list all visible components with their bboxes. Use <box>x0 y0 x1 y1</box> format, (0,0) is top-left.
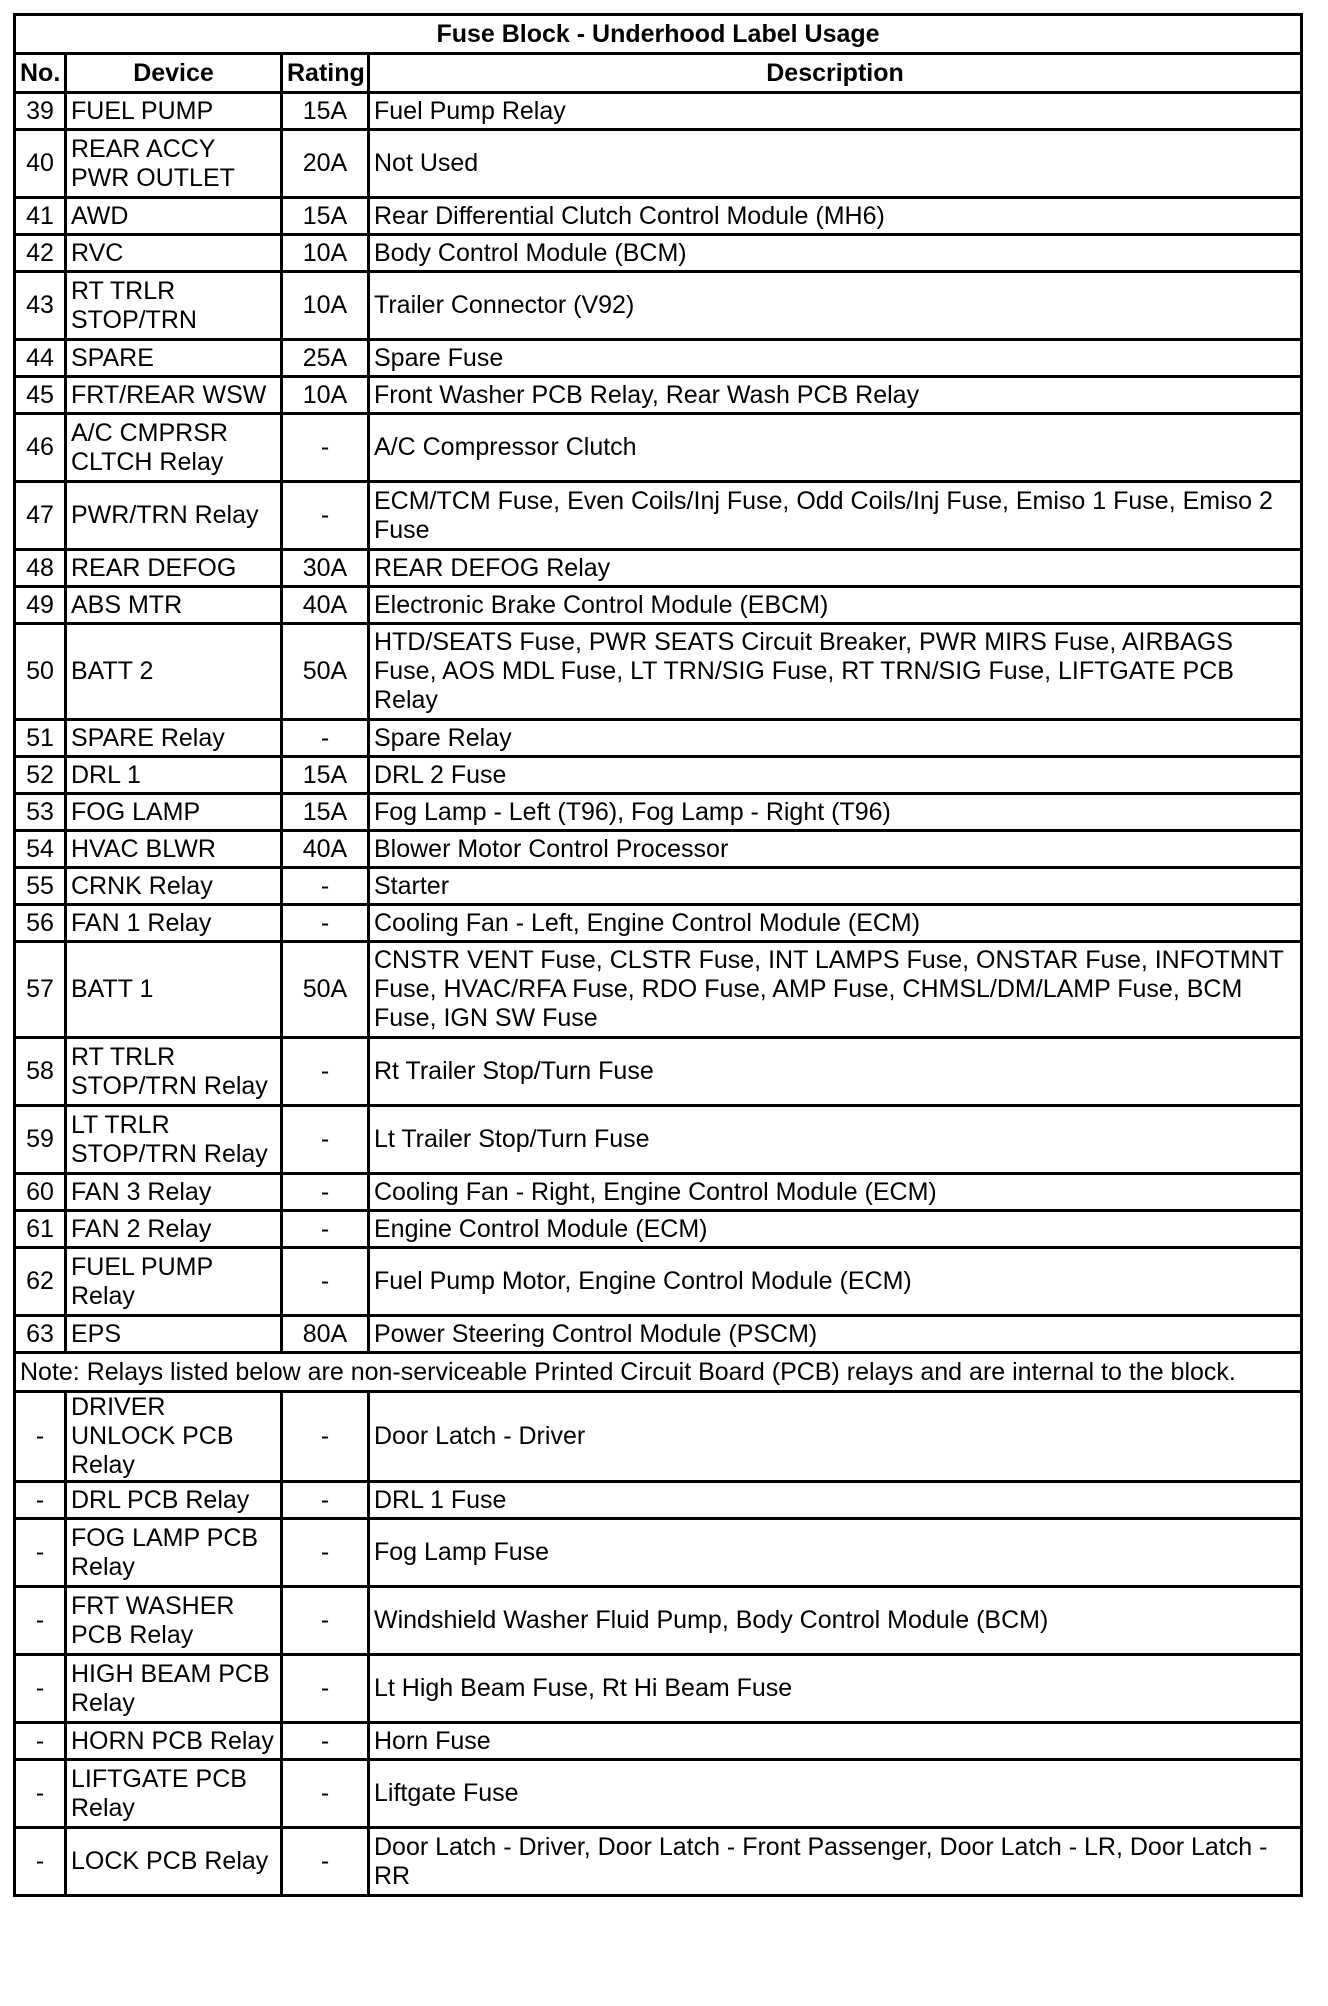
cell-device: REAR DEFOG <box>66 550 282 587</box>
table-row <box>15 1760 1302 1828</box>
cell-description: Lt High Beam Fuse, Rt Hi Beam Fuse <box>369 1655 1302 1723</box>
cell-no: 51 <box>15 720 66 757</box>
cell-description: Cooling Fan - Right, Engine Control Module (ECM) <box>369 1174 1302 1211</box>
cell-device: HORN PCB Relay <box>66 1723 282 1760</box>
cell-description: Fuel Pump Motor, Engine Control Module (ECM) <box>369 1248 1302 1316</box>
cell-description: CNSTR VENT Fuse, CLSTR Fuse, INT LAMPS Fuse, ONSTAR Fuse, INFOTMNT Fuse, HVAC/RFA Fuse, RDO Fuse, AMP Fuse, CHMSL/DM/LAMP Fuse, BCM Fuse, IGN SW Fuse <box>369 942 1302 1038</box>
cell-device: BATT 2 <box>66 624 282 720</box>
cell-description: Fog Lamp Fuse <box>369 1519 1302 1587</box>
fuse-rows <box>15 93 1302 1353</box>
table-row <box>15 93 1302 130</box>
cell-rating: - <box>282 1392 369 1482</box>
cell-no: 60 <box>15 1174 66 1211</box>
cell-description: ECM/TCM Fuse, Even Coils/Inj Fuse, Odd Coils/Inj Fuse, Emiso 1 Fuse, Emiso 2 Fuse <box>369 482 1302 550</box>
cell-no: - <box>15 1392 66 1482</box>
cell-no: 63 <box>15 1316 66 1353</box>
cell-rating: - <box>282 1828 369 1896</box>
cell-description: Door Latch - Driver <box>369 1392 1302 1482</box>
cell-description: Power Steering Control Module (PSCM) <box>369 1316 1302 1353</box>
cell-no: 40 <box>15 130 66 198</box>
table-row <box>15 1174 1302 1211</box>
cell-rating: - <box>282 1587 369 1655</box>
cell-rating: 15A <box>282 93 369 130</box>
table-row <box>15 235 1302 272</box>
cell-device: CRNK Relay <box>66 868 282 905</box>
table-row <box>15 720 1302 757</box>
table-row <box>15 587 1302 624</box>
cell-rating: 10A <box>282 272 369 340</box>
cell-device: PWR/TRN Relay <box>66 482 282 550</box>
table-row <box>15 831 1302 868</box>
cell-rating: - <box>282 482 369 550</box>
cell-device: FUEL PUMP <box>66 93 282 130</box>
cell-rating: - <box>282 1038 369 1106</box>
cell-description: HTD/SEATS Fuse, PWR SEATS Circuit Breaker, PWR MIRS Fuse, AIRBAGS Fuse, AOS MDL Fuse, LT TRN/SIG Fuse, RT TRN/SIG Fuse, LIFTGATE PCB Relay <box>369 624 1302 720</box>
cell-device: AWD <box>66 198 282 235</box>
cell-description: DRL 1 Fuse <box>369 1482 1302 1519</box>
cell-rating: - <box>282 1106 369 1174</box>
cell-rating: - <box>282 905 369 942</box>
cell-no: - <box>15 1723 66 1760</box>
cell-rating: 50A <box>282 942 369 1038</box>
cell-rating: 40A <box>282 831 369 868</box>
cell-rating: - <box>282 1248 369 1316</box>
cell-no: 54 <box>15 831 66 868</box>
cell-device: HIGH BEAM PCB Relay <box>66 1655 282 1723</box>
cell-rating: 10A <box>282 235 369 272</box>
cell-no: 48 <box>15 550 66 587</box>
cell-no: - <box>15 1760 66 1828</box>
cell-description: Engine Control Module (ECM) <box>369 1211 1302 1248</box>
cell-device: LOCK PCB Relay <box>66 1828 282 1896</box>
cell-description: Electronic Brake Control Module (EBCM) <box>369 587 1302 624</box>
cell-no: - <box>15 1655 66 1723</box>
cell-rating: 10A <box>282 377 369 414</box>
pcb-note: Note: Relays listed below are non-serviceable Printed Circuit Board (PCB) relays and are internal to the block. <box>15 1353 1302 1392</box>
cell-rating: - <box>282 1655 369 1723</box>
cell-device: FOG LAMP PCB Relay <box>66 1519 282 1587</box>
table-row <box>15 794 1302 831</box>
cell-rating: 30A <box>282 550 369 587</box>
cell-rating: 20A <box>282 130 369 198</box>
table-row <box>15 1392 1302 1482</box>
cell-rating: - <box>282 1760 369 1828</box>
cell-device: BATT 1 <box>66 942 282 1038</box>
cell-rating: - <box>282 1482 369 1519</box>
cell-description: Front Washer PCB Relay, Rear Wash PCB Relay <box>369 377 1302 414</box>
cell-device: RT TRLR STOP/TRN Relay <box>66 1038 282 1106</box>
table-row <box>15 1723 1302 1760</box>
cell-description: Starter <box>369 868 1302 905</box>
cell-rating: - <box>282 414 369 482</box>
cell-no: 50 <box>15 624 66 720</box>
cell-description: Body Control Module (BCM) <box>369 235 1302 272</box>
table-row <box>15 1655 1302 1723</box>
table-row <box>15 1828 1302 1896</box>
cell-no: 39 <box>15 93 66 130</box>
table-row <box>15 868 1302 905</box>
cell-rating: 15A <box>282 198 369 235</box>
cell-rating: - <box>282 868 369 905</box>
cell-no: 46 <box>15 414 66 482</box>
table-row <box>15 550 1302 587</box>
cell-device: REAR ACCY PWR OUTLET <box>66 130 282 198</box>
cell-description: Rt Trailer Stop/Turn Fuse <box>369 1038 1302 1106</box>
cell-description: Spare Relay <box>369 720 1302 757</box>
cell-description: Door Latch - Driver, Door Latch - Front Passenger, Door Latch - LR, Door Latch - RR <box>369 1828 1302 1896</box>
cell-rating: 25A <box>282 340 369 377</box>
cell-device: A/C CMPRSR CLTCH Relay <box>66 414 282 482</box>
cell-no: 45 <box>15 377 66 414</box>
cell-device: ABS MTR <box>66 587 282 624</box>
cell-no: 44 <box>15 340 66 377</box>
table-row <box>15 482 1302 550</box>
cell-device: DRL PCB Relay <box>66 1482 282 1519</box>
cell-description: Fuel Pump Relay <box>369 93 1302 130</box>
table-row <box>15 130 1302 198</box>
cell-no: 53 <box>15 794 66 831</box>
table-title: Fuse Block - Underhood Label Usage <box>15 15 1302 54</box>
cell-device: SPARE <box>66 340 282 377</box>
cell-no: 49 <box>15 587 66 624</box>
table-row <box>15 198 1302 235</box>
cell-device: FRT/REAR WSW <box>66 377 282 414</box>
cell-rating: 50A <box>282 624 369 720</box>
table-row <box>15 942 1302 1038</box>
cell-rating: 15A <box>282 757 369 794</box>
cell-description: Lt Trailer Stop/Turn Fuse <box>369 1106 1302 1174</box>
cell-no: - <box>15 1828 66 1896</box>
table-row <box>15 1038 1302 1106</box>
cell-no: 52 <box>15 757 66 794</box>
cell-description: Not Used <box>369 130 1302 198</box>
cell-description: Cooling Fan - Left, Engine Control Module (ECM) <box>369 905 1302 942</box>
cell-device: FRT WASHER PCB Relay <box>66 1587 282 1655</box>
cell-rating: 80A <box>282 1316 369 1353</box>
cell-device: HVAC BLWR <box>66 831 282 868</box>
table-row <box>15 1519 1302 1587</box>
cell-rating: - <box>282 1519 369 1587</box>
cell-no: 58 <box>15 1038 66 1106</box>
cell-no: 59 <box>15 1106 66 1174</box>
cell-device: EPS <box>66 1316 282 1353</box>
table-row <box>15 340 1302 377</box>
table-row <box>15 377 1302 414</box>
cell-device: LT TRLR STOP/TRN Relay <box>66 1106 282 1174</box>
cell-no: - <box>15 1482 66 1519</box>
cell-no: 62 <box>15 1248 66 1316</box>
table-row <box>15 1106 1302 1174</box>
cell-device: FAN 3 Relay <box>66 1174 282 1211</box>
cell-description: DRL 2 Fuse <box>369 757 1302 794</box>
table-row <box>15 414 1302 482</box>
table-row <box>15 905 1302 942</box>
cell-no: 43 <box>15 272 66 340</box>
cell-device: SPARE Relay <box>66 720 282 757</box>
table-row <box>15 1482 1302 1519</box>
cell-device: DRIVER UNLOCK PCB Relay <box>66 1392 282 1482</box>
cell-device: FAN 1 Relay <box>66 905 282 942</box>
cell-description: A/C Compressor Clutch <box>369 414 1302 482</box>
cell-no: - <box>15 1519 66 1587</box>
cell-rating: 15A <box>282 794 369 831</box>
cell-rating: 40A <box>282 587 369 624</box>
cell-description: Liftgate Fuse <box>369 1760 1302 1828</box>
cell-device: FUEL PUMP Relay <box>66 1248 282 1316</box>
cell-description: Spare Fuse <box>369 340 1302 377</box>
cell-device: FAN 2 Relay <box>66 1211 282 1248</box>
cell-rating: - <box>282 1174 369 1211</box>
pcb-relay-rows <box>15 1392 1302 1896</box>
cell-device: RT TRLR STOP/TRN <box>66 272 282 340</box>
cell-device: DRL 1 <box>66 757 282 794</box>
fuse-usage-table <box>13 13 1303 1897</box>
table-row <box>15 272 1302 340</box>
header-no: No. <box>15 54 66 93</box>
cell-no: 55 <box>15 868 66 905</box>
cell-description: Rear Differential Clutch Control Module (MH6) <box>369 198 1302 235</box>
cell-no: 41 <box>15 198 66 235</box>
cell-rating: - <box>282 1211 369 1248</box>
cell-description: Horn Fuse <box>369 1723 1302 1760</box>
cell-no: 57 <box>15 942 66 1038</box>
cell-rating: - <box>282 720 369 757</box>
cell-description: Fog Lamp - Left (T96), Fog Lamp - Right (T96) <box>369 794 1302 831</box>
cell-description: Blower Motor Control Processor <box>369 831 1302 868</box>
table-row <box>15 1248 1302 1316</box>
cell-no: - <box>15 1587 66 1655</box>
table-row <box>15 1316 1302 1353</box>
table-row <box>15 1211 1302 1248</box>
cell-description: Trailer Connector (V92) <box>369 272 1302 340</box>
cell-no: 56 <box>15 905 66 942</box>
header-device: Device <box>66 54 282 93</box>
cell-device: FOG LAMP <box>66 794 282 831</box>
cell-description: REAR DEFOG Relay <box>369 550 1302 587</box>
cell-no: 47 <box>15 482 66 550</box>
header-description: Description <box>369 54 1302 93</box>
header-rating: Rating <box>282 54 369 93</box>
table-row <box>15 624 1302 720</box>
cell-device: RVC <box>66 235 282 272</box>
table-row <box>15 1587 1302 1655</box>
cell-no: 42 <box>15 235 66 272</box>
cell-description: Windshield Washer Fluid Pump, Body Control Module (BCM) <box>369 1587 1302 1655</box>
cell-no: 61 <box>15 1211 66 1248</box>
cell-rating: - <box>282 1723 369 1760</box>
cell-device: LIFTGATE PCB Relay <box>66 1760 282 1828</box>
table-row <box>15 757 1302 794</box>
